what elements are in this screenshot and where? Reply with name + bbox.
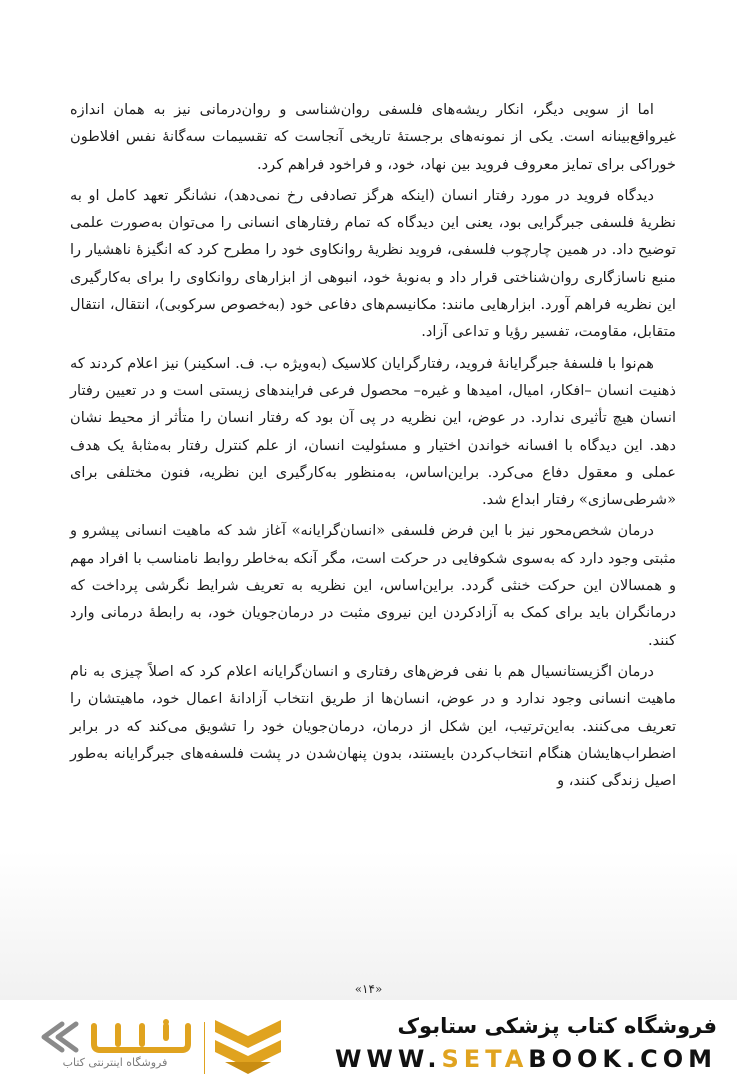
footer-banner <box>0 1000 737 1080</box>
page-number: «۱۴» <box>354 982 383 996</box>
paragraph-5: درمان اگزیستانسیال هم با نفی فرض‌های رفتاری و انسان‌گرایانه اعلام کرد که اصلاً چیزی به نام ماهیت انسانی وجود ندارد و در عوض، انسان‌ها از طریق انتخاب آزادانهٔ اعمال خود، ماهیتشان را تعریف می‌کنند. به‌این‌ترتیب، این شکل از درمان، درمان‌جویان خود را تشویق می‌کند که در برابر اضطراب‌هایشان هنگام انتخاب‌کردن بایستند، بدون پنهان‌شدن در پشت فلسفه‌های جبرگرایانه به‌طور اصیل زندگی کنند، و <box>70 662 676 790</box>
paragraph-4: درمان شخص‌محور نیز با این فرض فلسفی «انسان‌گرایانه» آغاز شد که ماهیت انسانی پیشرو و مثبتی وجود دارد که به‌سوی شکوفایی در حرکت است، مگر آنکه به‌خاطر روابط نامناسب با افراد مهم و همسالان این حرکت خنثی گردد. براین‌اساس، این نظریه به تعریف شرایط نگرشی پرداخت که درمانگران باید برای کمک به آزادکردن این نیروی مثبت در درمان‌جویان خود، به رابطهٔ درمانی وارد کنند. <box>70 522 676 649</box>
seta-brand-icon <box>36 1018 194 1056</box>
logo-tagline: فروشگاه اینترنتی کتاب <box>62 1056 168 1069</box>
paragraph-2: دیدگاه فروید در مورد رفتار انسان (اینکه هرگز تصادفی رخ نمی‌دهد)، نشانگر تعهد کامل او به نظریهٔ فلسفی جبرگرایی بود، یعنی این دیدگاه که تمام رفتارهای انسانی را می‌توان به‌صورت علمی توضیح داد. در همین چارچوب فلسفی، فروید نظریهٔ روانکاوی خود را مطرح کرد که انگیزهٔ ناهشیار را منبع ناسازگاری روان‌شناختی قرار داد و به‌نوبهٔ خود، انبوهی از ابزارهای روانکاوی را برای به‌کارگیری این نظریه فراهم آورد. ابزارهایی مانند: مکانیسم‌های دفاعی خود (به‌خصوص سرکوبی)، انتقال، انتقال متقابل، مقاومت، تفسیر رؤیا و تداعی آزاد. <box>70 186 676 341</box>
store-name: فروشگاه کتاب پزشکی ستابوک <box>397 1014 717 1038</box>
footer-divider <box>204 1022 205 1074</box>
gold-chevron-icon <box>213 1014 283 1078</box>
body-text <box>70 96 676 798</box>
url-suffix: BOOK.COM <box>528 1045 717 1073</box>
url-prefix: WWW. <box>334 1045 442 1073</box>
paragraph-1: اما از سویی دیگر، انکار ریشه‌های فلسفی روان‌شناسی و روان‌درمانی نیز به همان اندازه غیرواقع‌بینانه است. یکی از نمونه‌های برجستهٔ تاریخی آنجاست که تقسیمات سه‌گانهٔ نفس افلاطون خوراکی برای تمایز معروف فروید بین نهاد، خود، و فراخود فراهم کرد. <box>70 101 676 173</box>
store-url[interactable] <box>335 1045 717 1073</box>
url-highlight: SETA <box>441 1045 529 1073</box>
paragraph-3: هم‌نوا با فلسفهٔ جبرگرایانهٔ فروید، رفتارگرایان کلاسیک (به‌ویژه ب. ف. اسکینر) نیز اعلام کردند که ذهنیت انسان –افکار، امیال، امیدها و غیره– محصول فرعی فرایندهای زیستی است و در تعیین رفتار انسان هیچ تأثیری ندارد. در عوض، این نظریه در پی آن بود که رفتار انسان را متأثر از محیط نشان دهد. این دیدگاه با افسانه خواندن اختیار و مسئولیت انسان، از علم کنترل رفتار به‌مثابهٔ یک هدف عملی و معقول دفاع می‌کرد. براین‌اساس، به‌منظور به‌کارگیری این نظریه، فنون مختلفی برای «شرطی‌سازی» رفتار ابداع شد. <box>70 354 676 509</box>
